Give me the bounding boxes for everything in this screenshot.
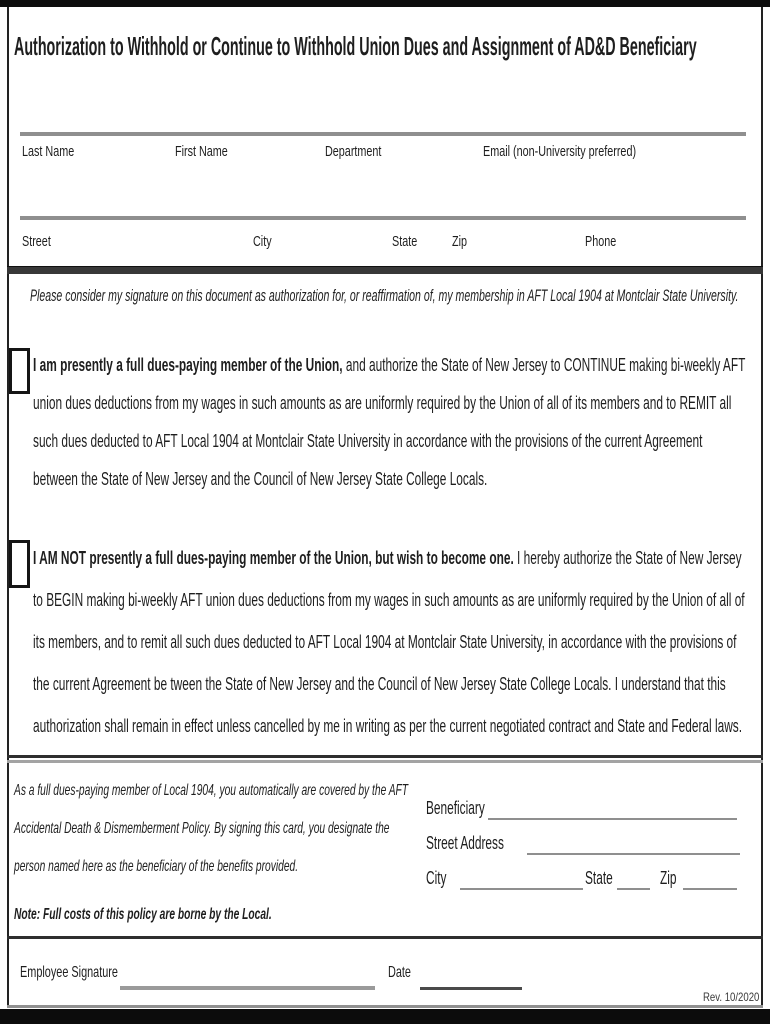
bottom-border-bar xyxy=(0,1009,770,1024)
option1-paragraph xyxy=(33,346,748,498)
form-title: Authorization to Withhold or Continue to Withhold Union Dues and Assignment of AD&D Beneficiary xyxy=(14,31,697,61)
membership-intro-text: Please consider my signature on this document as authorization for, or reaffirmation of, my membership in AFT Local 1904 at Montclair State University. xyxy=(30,287,739,305)
option2-body-text: I hereby authorize the State of New Jersey to BEGIN making bi-weekly AFT union dues deductions from my wages in such amounts as are uniformly required by the Union of all of its members, and to remit all such dues deducted to AFT Local 1904 at Montclair State University, in accordance with the provisions of the current Agreement be tween the State of New Jersey and the Council of New Jersey State College Locals. I understand that this authorization shall remain in effect unless cancelled by me in writing as per the current negotiated contract and State and Federal laws. xyxy=(33,548,745,736)
revision-text: Rev. 10/2020 xyxy=(703,990,760,1004)
section-divider-bar xyxy=(7,266,763,274)
label-street: Street xyxy=(22,233,51,250)
label-beneficiary: Beneficiary xyxy=(426,798,485,818)
label-beneficiary-zip: Zip xyxy=(660,868,677,888)
beneficiary-city-fill-line[interactable] xyxy=(460,888,583,890)
beneficiary-state-fill-line[interactable] xyxy=(617,888,650,890)
top-border-bar xyxy=(0,0,770,7)
label-last-name: Last Name xyxy=(22,143,75,160)
add-section-divider-bottom xyxy=(7,760,763,763)
beneficiary-street-fill-line[interactable] xyxy=(527,853,740,855)
signature-section-divider xyxy=(7,936,763,939)
beneficiary-zip-fill-line[interactable] xyxy=(683,888,737,890)
add-policy-info-text: As a full dues-paying member of Local 1904, you automatically are covered by the AFT Accidental Death & Dismemberment Policy. By signing this card, you designate the person named here as the beneficiary of the benefits provided. xyxy=(14,782,409,875)
label-department: Department xyxy=(325,143,382,160)
label-date: Date xyxy=(388,964,411,981)
option2-paragraph xyxy=(33,537,748,747)
contact-row2-fill-line[interactable] xyxy=(20,216,746,220)
employee-signature-line[interactable] xyxy=(120,986,375,990)
option2-checkbox[interactable] xyxy=(9,540,30,588)
label-email: Email (non-University preferred) xyxy=(483,143,637,160)
label-zip: Zip xyxy=(452,233,468,250)
date-fill-line[interactable] xyxy=(420,987,522,990)
label-first-name: First Name xyxy=(175,143,228,160)
label-beneficiary-street-address: Street Address xyxy=(426,833,504,853)
contact-row1-fill-line[interactable] xyxy=(20,132,746,136)
beneficiary-fill-line[interactable] xyxy=(488,818,737,820)
add-section-divider-top xyxy=(7,755,763,758)
label-state: State xyxy=(392,233,418,250)
option1-body-text: and authorize the State of New Jersey to CONTINUE making bi-weekly AFT union dues deductions from my wages in such amounts as are uniformly required by the Union of all of its members and to REMIT all such dues deducted to AFT Local 1904 at Montclair State University in accordance with the provisions of the current Agreement between the State of New Jersey and the Council of New Jersey State College Locals. xyxy=(33,355,746,489)
label-employee-signature: Employee Signature xyxy=(20,964,118,981)
option1-lead-text: I am presently a full dues-paying member of the Union, xyxy=(33,355,343,375)
label-city: City xyxy=(253,233,272,250)
bottom-gray-line xyxy=(7,1005,763,1008)
option1-checkbox[interactable] xyxy=(9,348,30,394)
add-policy-note-text: Note: Full costs of this policy are borne by the Local. xyxy=(14,906,272,923)
label-phone: Phone xyxy=(585,233,617,250)
label-beneficiary-state: State xyxy=(585,868,613,888)
option2-lead-text: I AM NOT presently a full dues-paying member of the Union, but wish to become one. xyxy=(33,548,514,568)
label-beneficiary-city: City xyxy=(426,868,447,888)
